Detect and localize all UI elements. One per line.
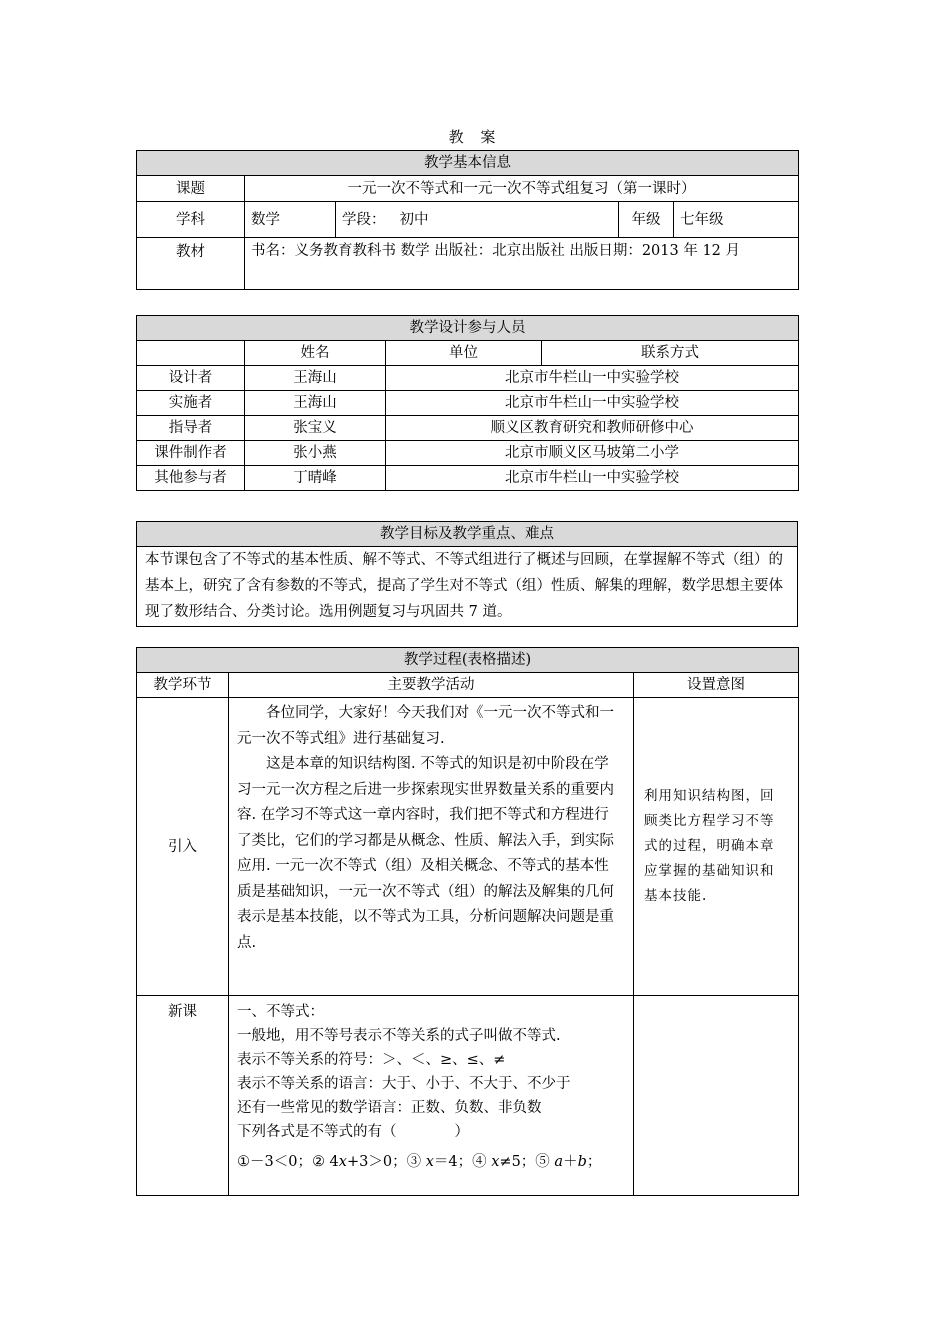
- table-row: [137, 441, 799, 466]
- name-cell: 张宝义: [245, 416, 386, 441]
- textbook-value: 书名：义务教育教科书 数学 出版社：北京出版社 出版日期：2013 年 12 月: [245, 238, 799, 290]
- intent-text: 利用知识结构图，回顾类比方程学习不等式的过程，明确本章应掌握的基础知识和基本技能.: [644, 788, 775, 904]
- subject-value: 数学: [245, 202, 336, 238]
- col-activity: 主要教学活动: [229, 673, 634, 698]
- col-empty: [137, 341, 245, 366]
- intent-intro: [634, 698, 799, 996]
- question-options: [237, 1150, 625, 1174]
- new-line-1: 一、不等式：: [237, 1004, 324, 1020]
- participants-table: [136, 315, 799, 491]
- objectives-table: [136, 521, 798, 627]
- activity-intro: [229, 698, 634, 996]
- name-cell: 王海山: [245, 366, 386, 391]
- unit-cell: 北京市牛栏山一中实验学校: [386, 391, 799, 416]
- intent-new: [634, 996, 799, 1196]
- new-line-6: 下列各式是不等式的有（ ）: [237, 1124, 469, 1140]
- role-cell: 设计者: [137, 366, 245, 391]
- role-cell: 课件制作者: [137, 441, 245, 466]
- option-4: ④ x≠5；: [472, 1154, 536, 1170]
- unit-cell: 北京市牛栏山一中实验学校: [386, 366, 799, 391]
- new-line-4: 表示不等关系的语言：大于、小于、不大于、不少于: [237, 1076, 571, 1092]
- option-1: ①－3＜0；: [237, 1154, 312, 1170]
- subject-label: 学科: [137, 202, 245, 238]
- table-row: [137, 698, 799, 996]
- grade-value: 七年级: [674, 202, 799, 238]
- col-stage: 教学环节: [137, 673, 229, 698]
- new-line-3: 表示不等关系的符号：＞、＜、≥、≤、≠: [237, 1052, 506, 1068]
- table-row: [137, 416, 799, 441]
- basic-info-table: [136, 150, 799, 290]
- table-row: [137, 996, 799, 1196]
- option-3: ③ x＝4；: [406, 1154, 473, 1170]
- objectives-text: 本节课包含了不等式的基本性质、解不等式、不等式组进行了概述与回顾，在掌握解不等式（组）的基本上，研究了含有参数的不等式，提高了学生对不等式（组）性质、解集的理解，数学思想主要体现了数形结合、分类讨论。选用例题复习与巩固共 7 道。: [137, 547, 798, 627]
- process-table: [136, 647, 799, 1196]
- option-2: ② 4x+3＞0；: [311, 1154, 407, 1170]
- process-header: 教学过程(表格描述): [137, 648, 799, 673]
- stage-new: 新课: [137, 996, 229, 1196]
- textbook-label: 教材: [137, 238, 245, 290]
- name-cell: 张小燕: [245, 441, 386, 466]
- unit-cell: 北京市顺义区马坡第二小学: [386, 441, 799, 466]
- col-intent: 设置意图: [634, 673, 799, 698]
- table-row: [137, 466, 799, 491]
- role-cell: 实施者: [137, 391, 245, 416]
- col-contact: 联系方式: [542, 341, 799, 366]
- option-5: ⑤ a＋b；: [535, 1154, 602, 1170]
- role-cell: 其他参与者: [137, 466, 245, 491]
- stage-label: 学段：: [342, 211, 386, 228]
- new-line-5: 还有一些常见的数学语言：正数、负数、非负数: [237, 1100, 542, 1116]
- topic-value: 一元一次不等式和一元一次不等式组复习（第一课时）: [245, 176, 799, 202]
- grade-label: 年级: [619, 202, 674, 238]
- stage-cell: [336, 202, 619, 238]
- stage-value: 初中: [399, 211, 429, 228]
- stage-intro: 引入: [137, 698, 229, 996]
- unit-cell: 北京市牛栏山一中实验学校: [386, 466, 799, 491]
- intro-para-1: 各位同学，大家好！今天我们对《一元一次不等式和一元一次不等式组》进行基础复习.: [237, 705, 614, 747]
- objectives-header: 教学目标及教学重点、难点: [137, 522, 798, 547]
- role-cell: 指导者: [137, 416, 245, 441]
- col-unit: 单位: [386, 341, 542, 366]
- unit-cell: 顺义区教育研究和教师研修中心: [386, 416, 799, 441]
- activity-new: [229, 996, 634, 1196]
- doc-title: 教 案: [448, 128, 502, 146]
- new-line-2: 一般地，用不等号表示不等关系的式子叫做不等式.: [237, 1028, 561, 1044]
- col-name: 姓名: [245, 341, 386, 366]
- table-row: [137, 366, 799, 391]
- name-cell: 丁晴峰: [245, 466, 386, 491]
- table-row: [137, 391, 799, 416]
- participants-header: 教学设计参与人员: [137, 316, 799, 341]
- topic-label: 课题: [137, 176, 245, 202]
- intro-para-2: 这是本章的知识结构图. 不等式的知识是初中阶段在学习一元一次方程之后进一步探索现实世界数量关系的重要内容. 在学习不等式这一章内容时，我们把不等式和方程进行了类比，它们的学习都是从概念、性质、解法入手，到实际应用. 一元一次不等式（组）及相关概念、不等式的基本性质是基础知识，一元一次不等式（组）的解法及解集的几何表示是基本技能，以不等式为工具，分析问题解决问题是重点.: [237, 756, 614, 951]
- name-cell: 王海山: [245, 391, 386, 416]
- basic-info-header: 教学基本信息: [137, 151, 799, 176]
